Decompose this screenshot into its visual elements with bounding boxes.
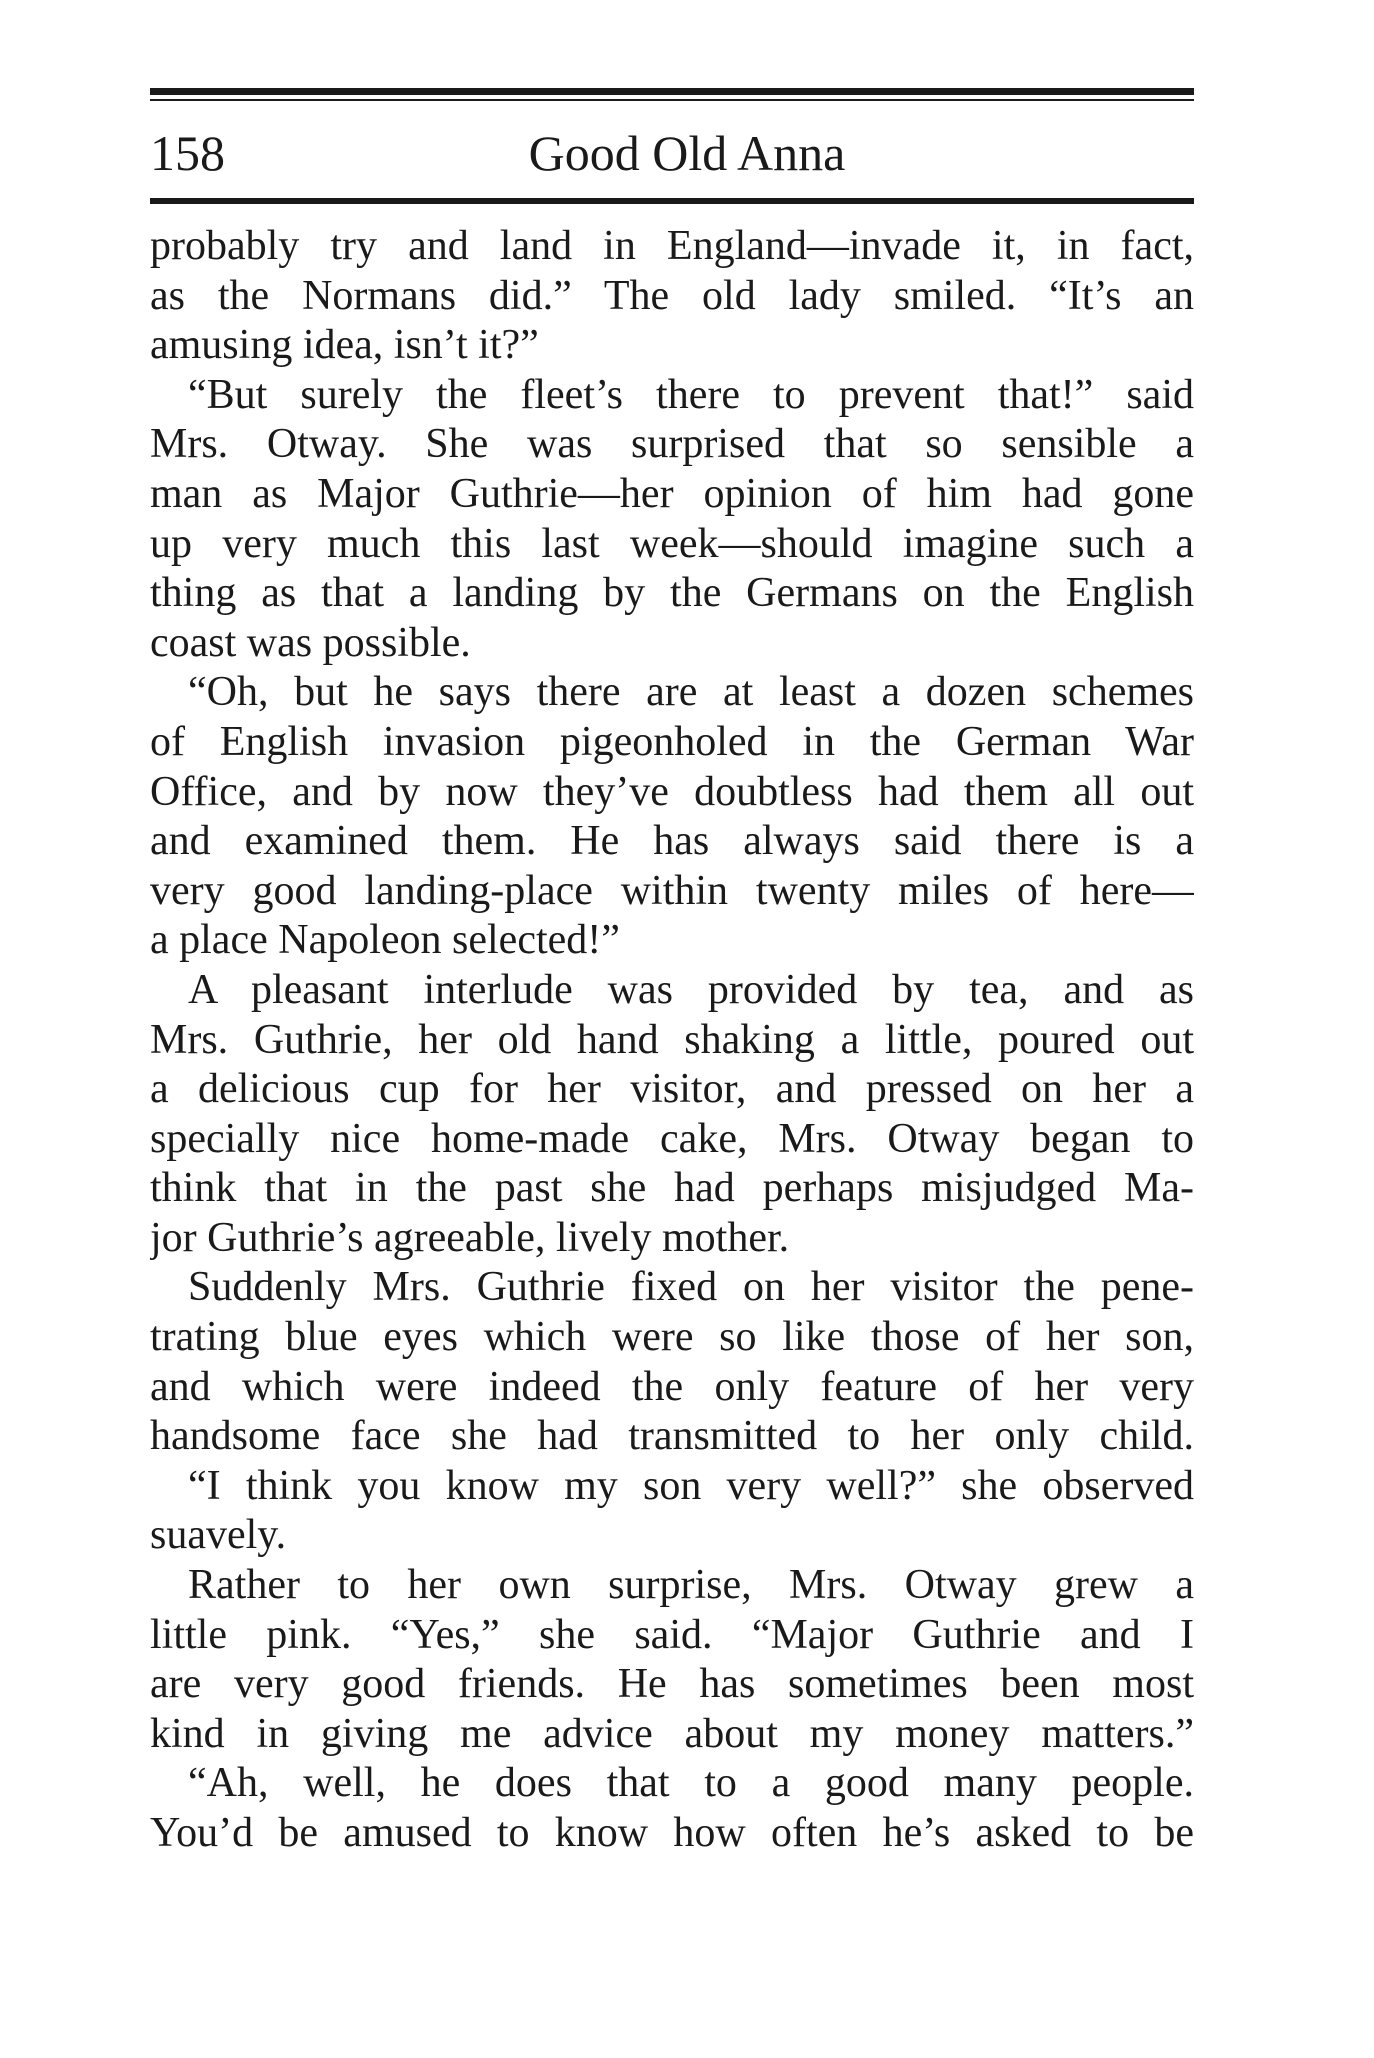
top-rule [150, 88, 1194, 95]
text-line: as the Normans did.” The old lady smiled. “It’s an [150, 272, 1194, 319]
top-rule-thin [150, 99, 1194, 101]
text-line: of English invasion pigeonholed in the German War [150, 718, 1194, 765]
text-line: thing as that a landing by the Germans on the English [150, 570, 1194, 617]
text-line: amusing idea, isn’t it?” [150, 322, 539, 369]
text-line: A pleasant interlude was provided by tea, and as [188, 966, 1194, 1013]
text-line: coast was possible. [150, 619, 471, 666]
text-line: very good landing-place within twenty miles of here— [150, 867, 1194, 914]
text-line: trating blue eyes which were so like those of her son, [150, 1314, 1194, 1361]
text-line: a delicious cup for her visitor, and pressed on her a [150, 1066, 1194, 1113]
header-rule [150, 198, 1194, 204]
text-line: man as Major Guthrie—her opinion of him had gone [150, 470, 1194, 517]
text-line: and examined them. He has always said there is a [150, 818, 1194, 865]
text-line: kind in giving me advice about my money matters.” [150, 1710, 1194, 1757]
text-line: suavely. [150, 1512, 287, 1559]
text-line: “I think you know my son very well?” she observed [188, 1462, 1194, 1509]
text-line: Office, and by now they’ve doubtless had them all out [150, 768, 1194, 815]
body-text [150, 222, 1194, 1859]
text-line: Mrs. Guthrie, her old hand shaking a little, poured out [150, 1016, 1194, 1063]
text-line: handsome face she had transmitted to her only child. [150, 1413, 1194, 1460]
text-line: “Ah, well, he does that to a good many people. [188, 1760, 1194, 1807]
text-line: probably try and land in England—invade it, in fact, [150, 223, 1194, 269]
text-line: “But surely the fleet’s there to prevent that!” said [188, 371, 1194, 418]
text-line: are very good friends. He has sometimes been most [150, 1661, 1194, 1708]
text-line: and which were indeed the only feature of her very [150, 1363, 1194, 1410]
text-line: jor Guthrie’s agreeable, lively mother. [150, 1214, 790, 1261]
running-head [150, 118, 1194, 188]
text-line: up very much this last week—should imagine such a [150, 520, 1194, 567]
text-line: Mrs. Otway. She was surprised that so sensible a [150, 421, 1194, 468]
text-line: Suddenly Mrs. Guthrie fixed on her visitor the pene- [188, 1264, 1194, 1311]
page-number: 158 [150, 125, 225, 181]
text-line: You’d be amused to know how often he’s asked to be [150, 1810, 1194, 1856]
text-line: a place Napoleon selected!” [150, 917, 620, 964]
text-line: think that in the past she had perhaps misjudged Ma- [150, 1165, 1194, 1212]
text-line: specially nice home-made cake, Mrs. Otway began to [150, 1115, 1194, 1162]
text-line: Rather to her own surprise, Mrs. Otway grew a [188, 1562, 1194, 1609]
text-line: little pink. “Yes,” she said. “Major Guthrie and I [150, 1611, 1194, 1658]
book-title: Good Old Anna [528, 125, 846, 181]
text-line: “Oh, but he says there are at least a dozen schemes [188, 669, 1194, 716]
